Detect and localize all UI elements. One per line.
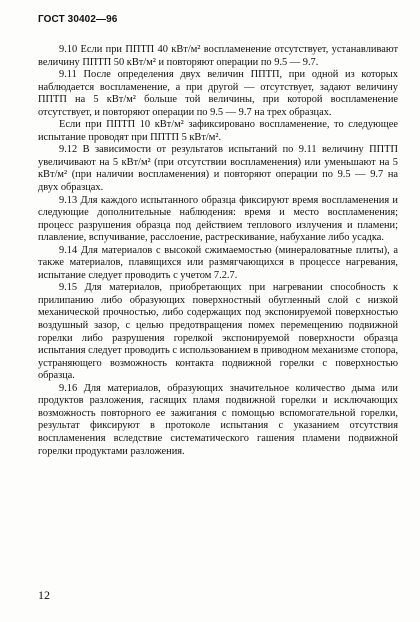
paragraph-9-13: 9.13 Для каждого испытанного образца фиксируют время воспламенения и следующие дополнительные наблюдения: время и место воспламенения; процесс разрушения образца под действием теплового излучения и пламени; плавление, вспучивание, расслоение, растрескивание, набухание либо усадка.	[38, 194, 398, 244]
page-number: 12	[38, 588, 50, 602]
paragraph-9-14: 9.14 Для материалов с высокой сжимаемостью (минераловатные плиты), а также материалов, плавящихся или размягчающихся в процессе нагревания, испытание следует проводить с учетом 7.2.7.	[38, 244, 398, 281]
paragraph-9-11: 9.11 После определения двух величин ППТП, при одной из которых наблюдается воспламенение, а при другой — отсутствует, задают величину ППТП на 5 кВт/м² больше той величины, при которой воспламенение отсутствует, и повторяют операции по 9.5 — 9.7 на трех образцах.	[38, 69, 398, 118]
paragraph-9-16: 9.16 Для материалов, образующих значительное количество дыма или продуктов разложения, гасящих пламя подвижной горелки и исключающих возможность повторного ее зажигания с помощью вспомогательной горелки, результат фиксируют в протоколе испытания с указанием отсутствия воспламенения вследствие систематического гашения пламени подвижной горелки продуктами разложения.	[38, 382, 398, 457]
paragraph-9-11-note: Если при ППТП 10 кВт/м² зафиксировано воспламенение, то следующее испытание проводят при ППТП 5 кВт/м².	[38, 119, 398, 143]
paragraph-9-10: 9.10 Если при ППТП 40 кВт/м² воспламенение отсутствует, устанавливают величину ППТП 50 кВт/м² и повторяют операции по 9.5 — 9.7.	[38, 44, 398, 68]
document-body	[38, 44, 398, 458]
paragraph-9-12: 9.12 В зависимости от результатов испытаний по 9.11 величину ППТП увеличивают на 5 кВт/м² (при отсутствии воспламенения) или уменьшают на 5 кВт/м² (при наличии воспламенения) и повторяют операции по 9.5 — 9.7 на двух образцах.	[38, 144, 398, 194]
paragraph-9-15: 9.15 Для материалов, приобретающих при нагревании способность к прилипанию либо образующих поверхностный обугленный слой с низкой механической прочностью, либо содержащих под экспонируемой поверхностью воздушный зазор, с целью предотвращения помех перемещению подвижной горелки либо разрушения горелкой экспонируемой поверхности образца испытания следует проводить с использованием в приводном механизме стопора, устраняющего возможность контакта подвижной горелки с поверхностью образца.	[38, 282, 398, 382]
standard-header: ГОСТ 30402—96	[38, 14, 118, 25]
